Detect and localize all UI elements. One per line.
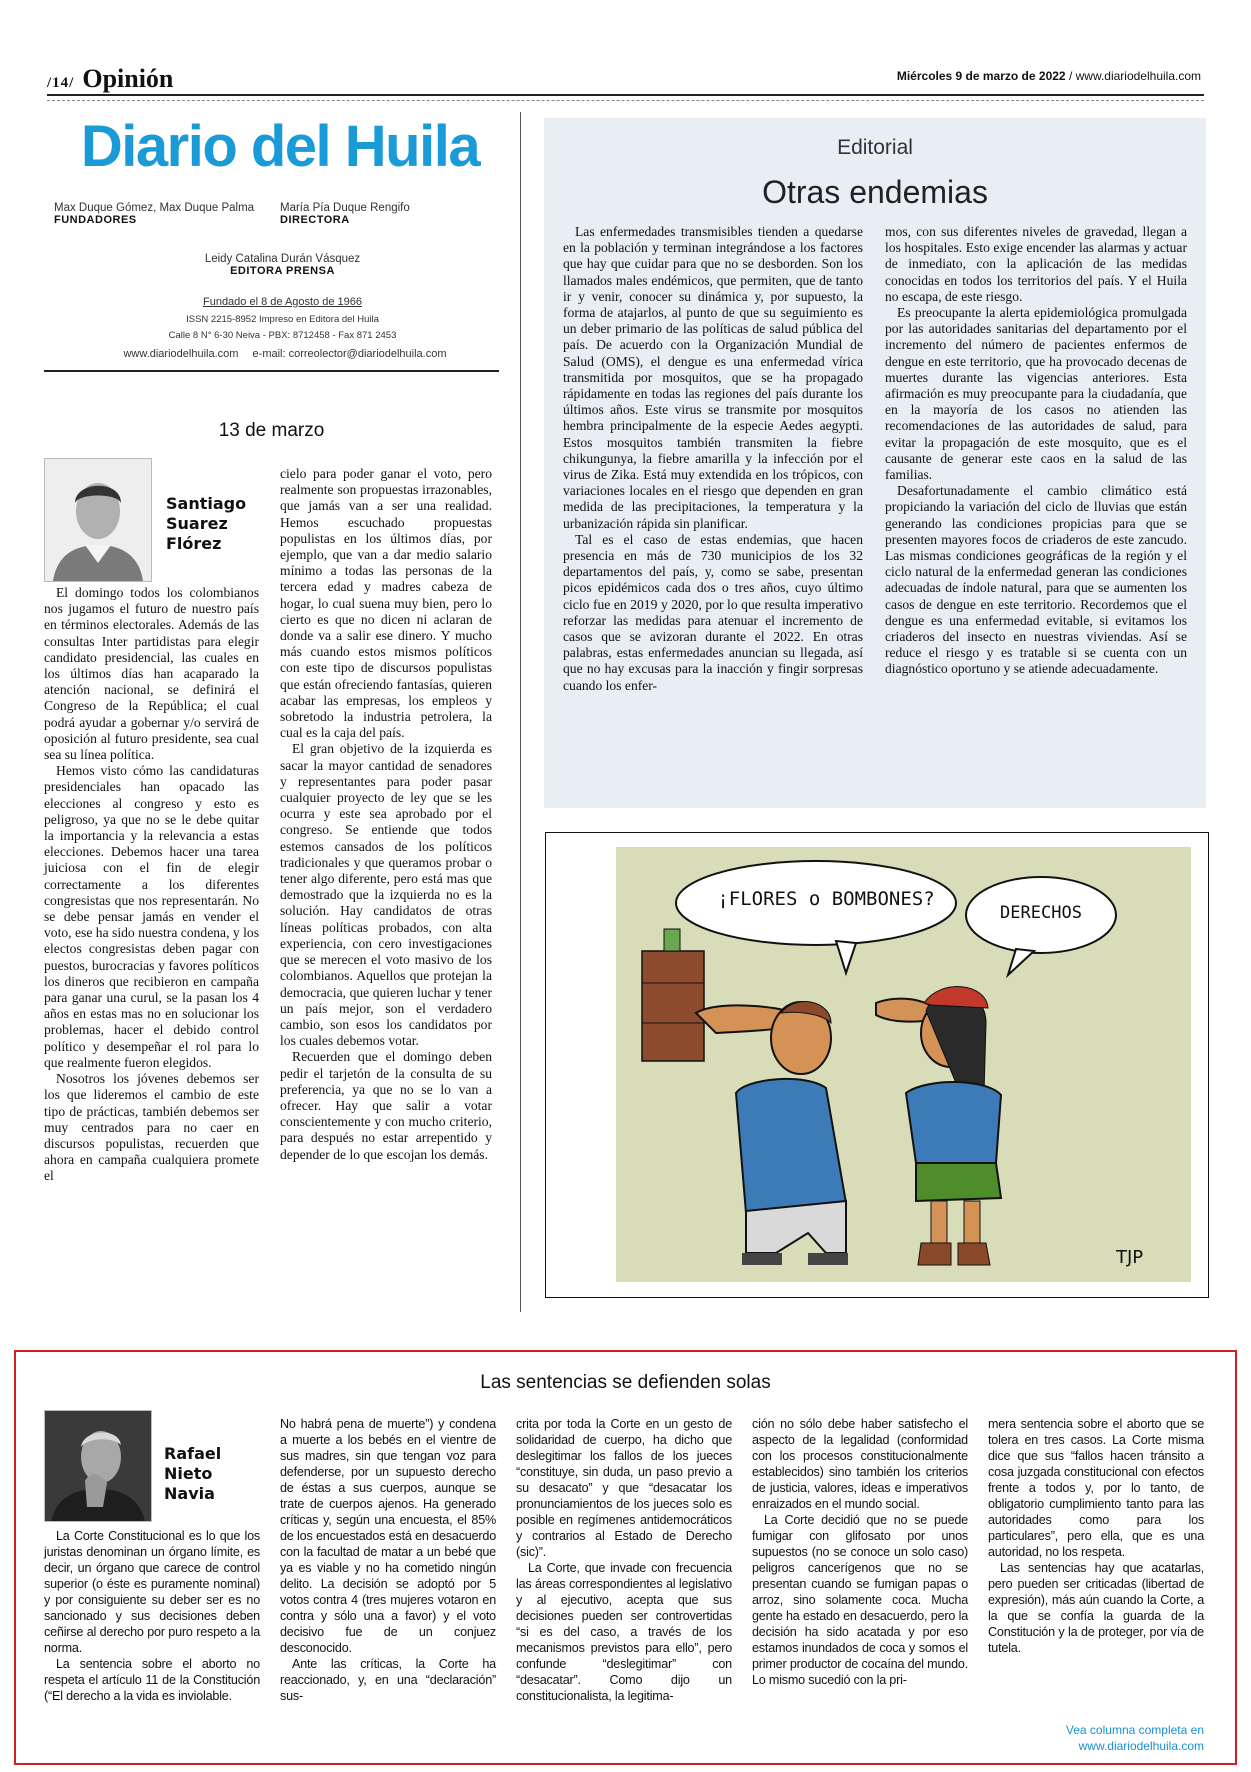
cartoonist-signature: TJP bbox=[1116, 1247, 1144, 1268]
read-more-label: Vea columna completa en bbox=[1065, 1723, 1204, 1737]
page-header-right bbox=[897, 69, 1201, 83]
column-paragraph: No habrá pena de muerte”) y condena a muerte a los bebés en el vientre de sus madres, sin que tengan voz para defenderse, por un supuesto derecho de éstas a sus cuerpos, aunque se trate de cuerpos ajenos. Ha generado críticas y, según una encuesta, el 85% de los encuestados está en desacuerdo con la facultad de matar a un bebé que ya es viable y no ha cometido ningún delito. La decisión se adoptó por 5 votos contra 4 (tres mujeres votaron en contra y sólo una a favor) y el voto decisivo fue de un conjuez desconocido. bbox=[280, 1417, 496, 1655]
editorial-paragraph: Desafortunadamente el cambio climático está propiciando la variación del ciclo de lluvias que están generando las condiciones propicias para que se presenten mayores focos de criaderos de este zancudo. Las mismas condiciones geográficas de la región y el ciclo natural de la enfermedad generan las condiciones adecuadas de índole natural, para que se aumenten los casos de dengue en este territorio. Recordemos que el dengue es una enfermedad evitable, si evitamos los criaderos del insecto en nuestras viviendas. Así se reduce el riesgo y es tratable si se cuenta con un diagnóstico oportuno y se atiende adecuadamente. bbox=[885, 483, 1187, 677]
header-website[interactable]: www.diariodelhuila.com bbox=[1075, 69, 1201, 83]
editorial-paragraph: Tal es el caso de estas endemias, que hacen presencia en más de 730 municipios de los 32 departamentos del país, y, como se sabe, presentan picos epidémicos cada dos o tres años, cuyo último ciclo fue en 2019 y 2020, por lo que resulta imperativo reforzar las medidas para atenuar el incremento de casos que se avizoran durante el 2022. En otras palabras, estas enfermedades anuncian su llegada, así que no hay excusas para la inacción y fingir sorpresas cuando los enfer- bbox=[563, 531, 863, 693]
editor-role: EDITORA PRENSA bbox=[230, 265, 335, 277]
column-paragraph: La Corte, que invade con frecuencia las áreas correspondientes al legislativo y al ejecutivo, acepta que sus decisiones pueden ser controvertidas “si es del caso, a través de los mecanismos previstos para ello”, pero confunde “deslegitimar” con “desacatar”. Como dijo un constitucionalista, la legitima- bbox=[516, 1561, 732, 1703]
author-portrait-icon bbox=[45, 1411, 151, 1521]
issn-line: ISSN 2215-8952 Impreso en Editora del Huila bbox=[186, 314, 379, 325]
editor-name: Leidy Catalina Durán Vásquez bbox=[204, 253, 361, 265]
page-header-left bbox=[47, 64, 173, 94]
editorial-label: Editorial bbox=[837, 136, 913, 159]
founded-line: Fundado el 8 de Agosto de 1966 bbox=[202, 296, 363, 308]
editorial-paragraph: Las enfermedades transmisibles tienden a quedarse en la población y terminan integrándose a los factores que hay que cuidar para que no se desborden. Son los llamados males endémicos, que permiten, que de tanto ir y venir, conocer su dinámica y, por supuesto, la forma de atajarlos, al punto de que su seguimiento es un deber primario de las políticas de salud pública del país. De acuerdo con la Organización Mundial de Salud (OMS), el dengue es una enfermedad vírica transmitida por mosquitos, que se ha propagado rápidamente en todas las regiones del país durante los últimos años. Este virus se transmite por mosquitos hembra principalmente de la especie Aedes aegypti. Estos mosquitos también transmiten la fiebre chikungunya, la fiebre amarilla y la infección por el virus de Zika. Está muy extendida en los trópicos, con variaciones locales en el riesgo que dependen en gran medida de las precipitaciones, la temperatura y la urbanización rápida sin planificar. bbox=[563, 224, 863, 531]
read-more-url[interactable]: www.diariodelhuila.com bbox=[1078, 1739, 1204, 1753]
column-paragraph: Las sentencias hay que acatarlas, pero pueden ser criticadas (libertad de expresión), más aún cuando la Corte, a la que se confía la guarda de la Constitución y la de proteger, por vía de tutela. bbox=[988, 1561, 1204, 1655]
column-paragraph: mera sentencia sobre el aborto que se tolera en tres casos. La Corte misma dice que sus “fallos hacen tránsito a cosa juzgada constitucional con efectos frente a todos y, por lo tanto, de obligatorio cumplimiento tanto para las autoridades como para los particulares”, pero ella, que es una autoridad, no los respeta. bbox=[988, 1417, 1204, 1559]
column-paragraph: ción no sólo debe haber satisfecho el aspecto de la legalidad (conformidad con los procesos constitucionalmente establecidos) sino también los criterios de justicia, valores, ideas e imperativos enraizados en el mundo social. bbox=[752, 1417, 968, 1511]
page-number: /14/ bbox=[47, 75, 75, 91]
author-photo bbox=[44, 458, 152, 582]
cartoon bbox=[545, 832, 1209, 1298]
column-title: 13 de marzo bbox=[218, 420, 325, 441]
director-role: DIRECTORA bbox=[280, 214, 350, 226]
editorial-column-2 bbox=[885, 224, 1187, 678]
header-dashed-rule bbox=[47, 100, 1204, 101]
column-paragraph: Hemos visto cómo las candidaturas presidenciales han opacado las elecciones al congreso y esto es peligroso, ya que no se le debe quitar la importancia y la relevancia a estas elecciones. Debemos hacer una tarea juiciosa con el fin de elegir correctamente a los diferentes congresistas que nos representarán. No se debe pensar jamás en vender el voto, ese ha sido nuestra condena, y los electos congresistas deben pagar con puestos, burocracias y favores políticos los dineros que recibieron en campaña para ganar una curul, se la pasan los 4 años en estas mas no en solucionar los problemas, hacer el debido control político y desempeñar el rol para lo que realmente fueron elegidos. bbox=[44, 763, 259, 1070]
author-name: Rafael Nieto Navia bbox=[164, 1444, 222, 1503]
column-paragraph: crita por toda la Corte en un gesto de solidaridad de cuerpo, ha dicho que deslegitimar los fallos de los jueces “constituye, sin duda, un paso previo a su desacato” y que “desacatar los pronunciamientos de los jueces solo es posible en regímenes antidemocráticos y contrarios al Estado de Derecho (sic)”. bbox=[516, 1417, 732, 1559]
read-more-link[interactable] bbox=[988, 1722, 1204, 1754]
founders-role: FUNDADORES bbox=[54, 214, 137, 226]
column1-text-2 bbox=[280, 466, 492, 1163]
column-paragraph: Nosotros los jóvenes debemos ser los que lideremos el cambio de este tipo de prácticas, también debemos ser muy centrados para no caer en discursos populistas, recuerden que ahora en campaña cualquiera promete el bbox=[44, 1071, 259, 1184]
header-rule bbox=[47, 94, 1204, 96]
column2-text-1 bbox=[44, 1528, 260, 1704]
speech-bubble-right: DERECHOS bbox=[1000, 903, 1082, 923]
header-separator: / bbox=[1068, 69, 1076, 83]
column-paragraph: Ante las críticas, la Corte ha reaccionado, y, en una “declaración” sus- bbox=[280, 1657, 496, 1703]
author-portrait-icon bbox=[45, 459, 151, 581]
founders-block bbox=[54, 202, 254, 226]
author-name: Santiago Suarez Flórez bbox=[166, 494, 247, 553]
editorial-paragraph: Es preocupante la alerta epidemiológica promulgada por las autoridades sanitarias del departamento por el incremento del número de pacientes enfermos de dengue en este territorio, que ha provocado decenas de muertes durante las vigencias anteriores. Esta afirmación es muy preocupante para la ciudadanía, que en la mayoría de los casos no atienden las recomendaciones de las autoridades de salud, para evitar la propagación de este mosquito, que es el causante de generar este caos en la salud de las familias. bbox=[885, 305, 1187, 483]
column-paragraph: La sentencia sobre el aborto no respeta el artículo 11 de la Constitución (“El derecho a la vida es inviolable. bbox=[44, 1657, 260, 1703]
contact-line bbox=[70, 348, 500, 360]
column-divider bbox=[520, 112, 521, 1312]
column-paragraph: cielo para poder ganar el voto, pero realmente son propuestas irrazonables, que jamás van a ser una realidad. Hemos escuchado propuestas populistas en los últimos días, por ejemplo, que van a dar medio salario mínimo a todas las personas de la tercera edad y madres cabeza de hogar, lo cual suena muy bien, pero lo cierto es que no dicen ni aclaran de donde va a salir ese dinero. Y mucho más cuando estos mismos políticos con este tipo de discursos populistas que están ofreciendo fantasías, quieren acabar las empresas, los empleos y sobretodo la industria petrolera, la cual es la caja del país. bbox=[280, 466, 492, 741]
column-paragraph: El domingo todos los colombianos nos jugamos el futuro de nuestro país en términos electorales. Además de las consultas Inter partidistas para elegir candidato presidencial, las cuales en los últimos días han acaparado la atención nacional, se definirá el Congreso de la República; el cual podrá ayudar a gobernar y/o servirá de oposición al futuro presidente, sea cual sea su línea política. bbox=[44, 585, 259, 763]
column-paragraph: La Corte decidió que no se puede fumigar con glifosato por unos supuestos (no se conoce un solo caso) peligros cancerígenos que no se presentan cuando se fumigan papas o arroz, sino solamente coca. Mucha gente ha estado en desacuerdo, pero la decisión ha sido acatada y por eso estamos inundados de coca y somos el primer productor de cocaína del mundo. Lo mismo sucedió con la pri- bbox=[752, 1513, 968, 1687]
column2-text-5 bbox=[988, 1416, 1204, 1656]
masthead-email[interactable]: e-mail: correolector@diariodelhuila.com bbox=[252, 348, 447, 360]
editor-block bbox=[150, 253, 415, 277]
column-paragraph: La Corte Constitucional es lo que los juristas denominan un órgano límite, es decir, un órgano que carece de control superior (o éste es puramente nominal) y por consiguiente su deber ser es no sancionado y sus decisiones deben ceñirse al derecho por puro respeto a la norma. bbox=[44, 1529, 260, 1655]
founders-names: Max Duque Gómez, Max Duque Palma bbox=[54, 202, 255, 214]
masthead-web[interactable]: www.diariodelhuila.com bbox=[123, 348, 239, 360]
column2-text-2 bbox=[280, 1416, 496, 1704]
header-date: Miércoles 9 de marzo de 2022 bbox=[896, 69, 1066, 83]
column2-text-4 bbox=[752, 1416, 968, 1688]
column1-text-1 bbox=[44, 585, 259, 1185]
column-paragraph: Recuerden que el domingo deben pedir el tarjetón de la consulta de su preferencia, ya que no se lo van a ofrecer. Hay que salir a votar conscientemente y con mucho criterio, para después no estar arrepentido y depender de lo que escojan los demás. bbox=[280, 1049, 492, 1162]
column-paragraph: El gran objetivo de la izquierda es sacar la mayor cantidad de senadores y representantes para poder pasar cualquier proyecto de ley que se les ocurra y este sea aprobado por el congreso. Se entiende que todos estemos cansados de los políticos tradicionales y que queramos probar o tener algo diferente, pero está mas que demostrado que la izquierda no es la solución. Hay candidatos de otras líneas políticas probados, con alta experiencia, con cero investigaciones que se merecen el voto masivo de los colombianos. Aquellos que protejan la democracia, que quieren luchar y tener un país mejor, son el verdadero cambio, son esos los candidatos por los cuales debemos votar. bbox=[280, 741, 492, 1049]
author-photo bbox=[44, 1410, 152, 1522]
speech-bubble-left: ¡FLORES o BOMBONES? bbox=[717, 888, 935, 910]
masthead-logo: Diario del Huila bbox=[80, 114, 480, 179]
editorial-title: Otras endemias bbox=[762, 174, 988, 210]
director-name: María Pía Duque Rengifo bbox=[280, 202, 410, 214]
column2-text-3 bbox=[516, 1416, 732, 1704]
editorial-paragraph: mos, con sus diferentes niveles de gravedad, llegan a los hospitales. Esto exige encender las alarmas y actuar de inmediato, con la aplicación de las medidas conocidas en todos los territorios del país. Y el Huila no escapa, de este riesgo. bbox=[885, 224, 1187, 304]
editorial-column-1 bbox=[563, 224, 863, 694]
column-title: Las sentencias se defienden solas bbox=[480, 1372, 771, 1393]
section-title: Opinión bbox=[82, 64, 174, 93]
address-line: Calle 8 N° 6-30 Neiva - PBX: 8712458 - Fax 871 2453 bbox=[168, 330, 397, 341]
director-block bbox=[280, 202, 410, 226]
masthead-rule bbox=[44, 370, 499, 372]
